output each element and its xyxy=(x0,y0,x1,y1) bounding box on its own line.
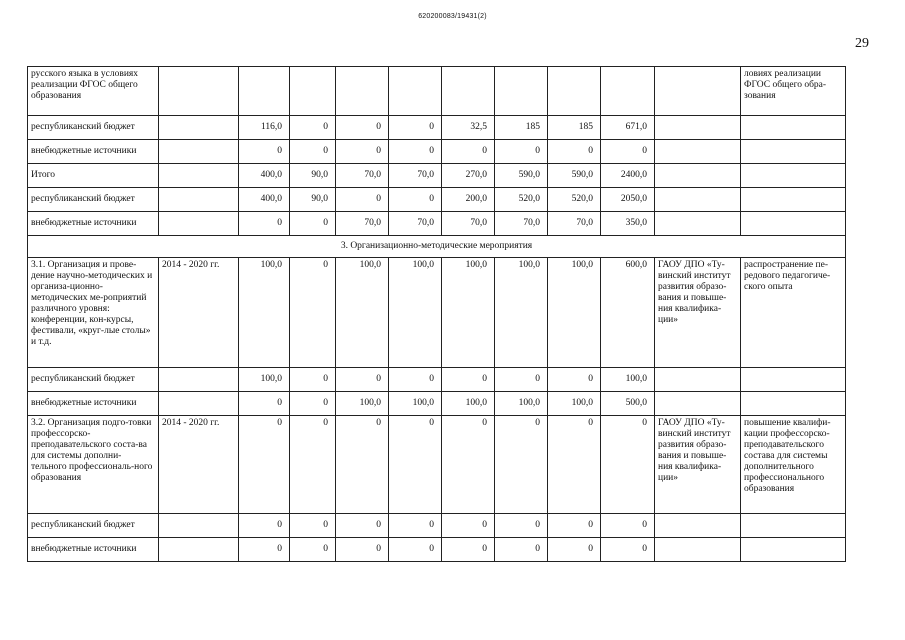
value-cell: 0 xyxy=(290,140,336,164)
value-cell: 100,0 xyxy=(601,368,655,392)
value-cell: 0 xyxy=(290,514,336,538)
value-cell: 70,0 xyxy=(495,212,548,236)
value-cell: 0 xyxy=(239,514,290,538)
value-cell: 100,0 xyxy=(336,258,389,368)
value-cell: 0 xyxy=(495,140,548,164)
value-cell: 70,0 xyxy=(389,212,442,236)
value-cell: 400,0 xyxy=(239,188,290,212)
value-cell: 0 xyxy=(389,514,442,538)
value-cell: 0 xyxy=(239,140,290,164)
value-cell: 0 xyxy=(290,116,336,140)
value-cell: 520,0 xyxy=(495,188,548,212)
table-row xyxy=(28,258,846,368)
value-cell: 0 xyxy=(389,538,442,562)
value-cell: 100,0 xyxy=(389,392,442,416)
value-cell: 0 xyxy=(548,514,601,538)
value-cell: 0 xyxy=(290,258,336,368)
row-label: внебюджетные источники xyxy=(28,538,159,562)
value-cell: 0 xyxy=(290,392,336,416)
value-cell: 0 xyxy=(442,416,495,514)
activity-result: повышение квалифи-кации профессорско-преподавательского состава для системы дополнительного профессионального образования xyxy=(741,416,846,514)
table-row xyxy=(28,392,846,416)
row-result: ловиях реализации ФГОС общего обра-зования xyxy=(741,67,846,116)
value-cell: 100,0 xyxy=(389,258,442,368)
value-cell: 70,0 xyxy=(389,164,442,188)
value-cell: 0 xyxy=(601,416,655,514)
value-cell: 270,0 xyxy=(442,164,495,188)
activity-description: 3.1. Организация и прове-дение научно-методических и организа-ционно-методических ме-роприятий различного уровня: конференции, кон-курсы, фестивали, «круг-лые столы» и т.д. xyxy=(28,258,159,368)
value-cell: 70,0 xyxy=(336,212,389,236)
activity-executor: ГАОУ ДПО «Ту-винский институт развития образо-вания и повыше-ния квалифика-ции» xyxy=(655,416,741,514)
value-cell: 0 xyxy=(548,140,601,164)
value-cell: 0 xyxy=(442,538,495,562)
table-row xyxy=(28,140,846,164)
value-cell: 600,0 xyxy=(601,258,655,368)
activity-result: распространение пе-редового педагогиче-ского опыта xyxy=(741,258,846,368)
value-cell: 100,0 xyxy=(239,258,290,368)
value-cell: 2050,0 xyxy=(601,188,655,212)
value-cell: 100,0 xyxy=(548,258,601,368)
value-cell: 70,0 xyxy=(442,212,495,236)
value-cell: 0 xyxy=(336,514,389,538)
program-activities-table xyxy=(27,66,846,562)
value-cell: 0 xyxy=(495,368,548,392)
value-cell: 100,0 xyxy=(548,392,601,416)
value-cell: 100,0 xyxy=(495,258,548,368)
value-cell: 100,0 xyxy=(442,392,495,416)
value-cell: 0 xyxy=(239,212,290,236)
value-cell: 0 xyxy=(601,140,655,164)
value-cell: 0 xyxy=(495,416,548,514)
value-cell: 0 xyxy=(548,416,601,514)
table-row xyxy=(28,368,846,392)
document-id: 620200083/19431(2) xyxy=(418,13,487,20)
value-cell: 0 xyxy=(239,392,290,416)
value-cell: 500,0 xyxy=(601,392,655,416)
value-cell: 0 xyxy=(239,416,290,514)
table-row xyxy=(28,212,846,236)
row-label: республиканский бюджет xyxy=(28,514,159,538)
activity-description: 3.2. Организация подго-товки профессорско-преподавательского соста-ва для системы дополни-тельного профессиональ-ного образования xyxy=(28,416,159,514)
activity-executor: ГАОУ ДПО «Ту-винский институт развития образо-вания и повыше-ния квалифика-ции» xyxy=(655,258,741,368)
page-number: 29 xyxy=(855,36,869,51)
value-cell: 32,5 xyxy=(442,116,495,140)
value-cell: 0 xyxy=(389,368,442,392)
value-cell: 350,0 xyxy=(601,212,655,236)
value-cell: 100,0 xyxy=(495,392,548,416)
value-cell: 0 xyxy=(239,538,290,562)
value-cell: 0 xyxy=(389,140,442,164)
value-cell: 0 xyxy=(336,538,389,562)
table-row xyxy=(28,67,846,116)
table-row xyxy=(28,116,846,140)
value-cell: 0 xyxy=(389,416,442,514)
section-title: 3. Организационно-методические мероприятия xyxy=(28,236,846,258)
value-cell: 0 xyxy=(442,140,495,164)
value-cell: 116,0 xyxy=(239,116,290,140)
activity-period: 2014 - 2020 гг. xyxy=(159,416,239,514)
value-cell: 0 xyxy=(548,538,601,562)
row-label: внебюджетные источники xyxy=(28,140,159,164)
table-row xyxy=(28,514,846,538)
value-cell: 0 xyxy=(601,514,655,538)
value-cell: 0 xyxy=(336,188,389,212)
value-cell: 0 xyxy=(336,140,389,164)
row-label: республиканский бюджет xyxy=(28,116,159,140)
table-row xyxy=(28,538,846,562)
value-cell: 0 xyxy=(442,514,495,538)
value-cell: 0 xyxy=(290,368,336,392)
value-cell: 90,0 xyxy=(290,164,336,188)
value-cell: 0 xyxy=(495,538,548,562)
row-label: русского языка в условиях реализации ФГОС общего образования xyxy=(28,67,159,116)
value-cell: 70,0 xyxy=(548,212,601,236)
table-row xyxy=(28,416,846,514)
row-label: республиканский бюджет xyxy=(28,368,159,392)
value-cell: 200,0 xyxy=(442,188,495,212)
value-cell: 0 xyxy=(336,116,389,140)
value-cell: 0 xyxy=(290,416,336,514)
value-cell: 2400,0 xyxy=(601,164,655,188)
value-cell: 100,0 xyxy=(336,392,389,416)
value-cell: 400,0 xyxy=(239,164,290,188)
value-cell: 0 xyxy=(495,514,548,538)
value-cell: 671,0 xyxy=(601,116,655,140)
value-cell: 0 xyxy=(389,116,442,140)
section-header-row xyxy=(28,236,846,258)
value-cell: 70,0 xyxy=(336,164,389,188)
value-cell: 0 xyxy=(548,368,601,392)
value-cell: 100,0 xyxy=(442,258,495,368)
value-cell: 0 xyxy=(290,212,336,236)
activity-period: 2014 - 2020 гг. xyxy=(159,258,239,368)
value-cell: 185 xyxy=(495,116,548,140)
row-label: республиканский бюджет xyxy=(28,188,159,212)
row-label: Итого xyxy=(28,164,159,188)
value-cell: 90,0 xyxy=(290,188,336,212)
row-label: внебюджетные источники xyxy=(28,212,159,236)
value-cell: 0 xyxy=(336,416,389,514)
table-row xyxy=(28,164,846,188)
value-cell: 0 xyxy=(442,368,495,392)
value-cell: 590,0 xyxy=(548,164,601,188)
value-cell: 185 xyxy=(548,116,601,140)
value-cell: 520,0 xyxy=(548,188,601,212)
value-cell: 100,0 xyxy=(239,368,290,392)
value-cell: 590,0 xyxy=(495,164,548,188)
table-row xyxy=(28,188,846,212)
value-cell: 0 xyxy=(336,368,389,392)
row-label: внебюджетные источники xyxy=(28,392,159,416)
value-cell: 0 xyxy=(290,538,336,562)
value-cell: 0 xyxy=(601,538,655,562)
value-cell: 0 xyxy=(389,188,442,212)
